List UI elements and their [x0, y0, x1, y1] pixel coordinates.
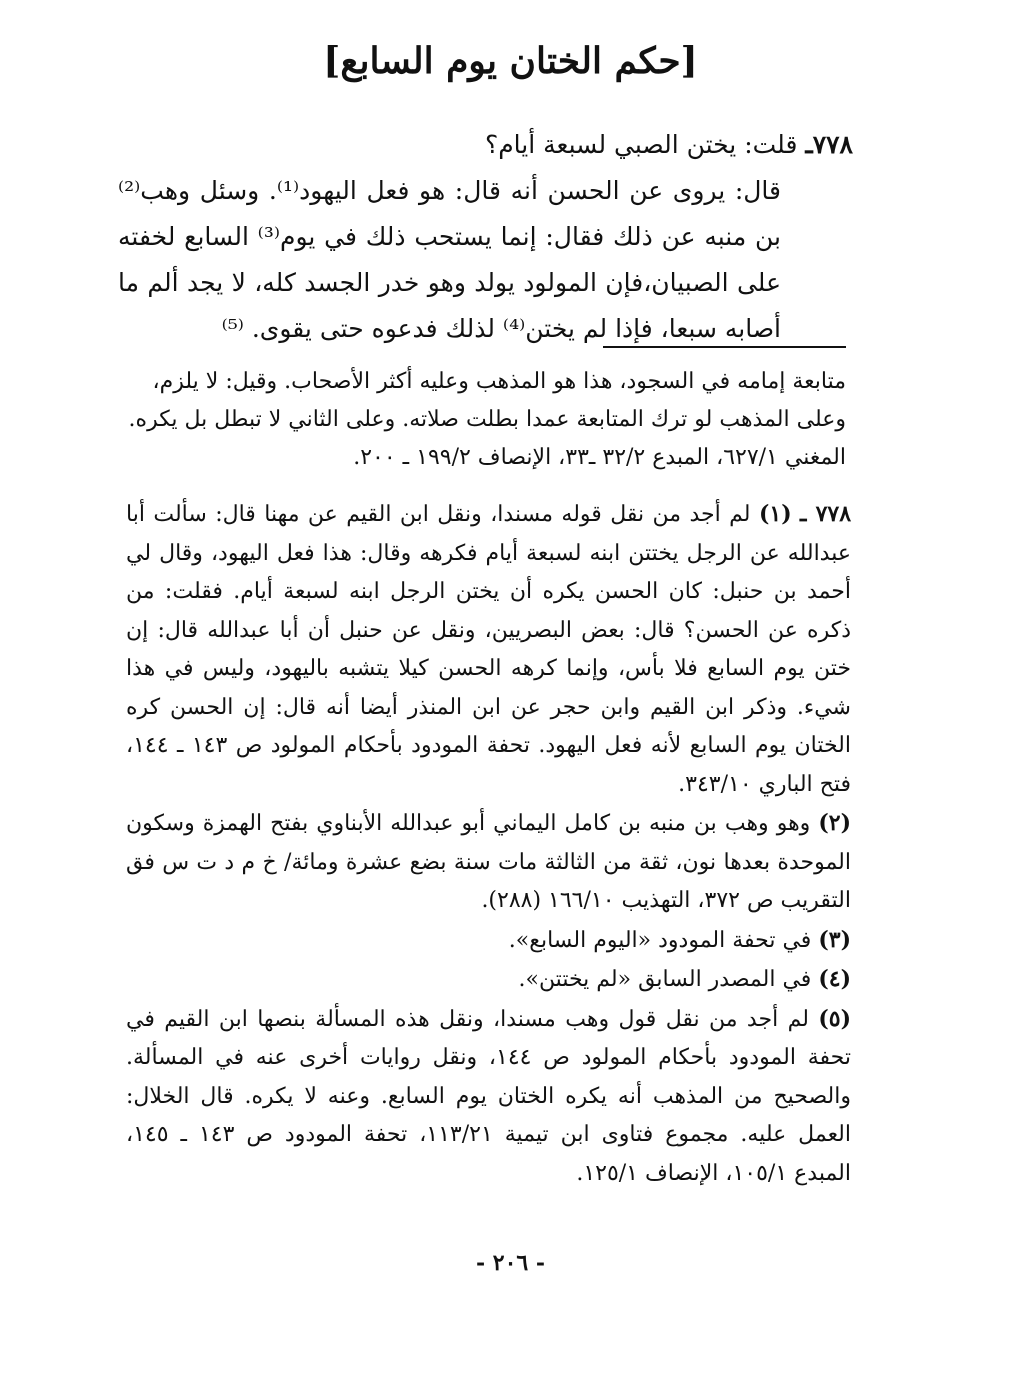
footnote-text: وهو وهب بن منبه بن كامل اليماني أبو عبدالله الأبناوي بفتح الهمزة وسكون الموحدة بعدها نون، ثقة من الثالثة مات سنة بضع عشرة ومائة/ خ م د ت س فق التقريب ص ٣٧٢، التهذيب ١٦٦/١٠ (٢٨٨).	[126, 811, 851, 913]
footnote-1	[126, 495, 851, 804]
footnote-divider	[603, 346, 846, 348]
footnote-marker: (٣)	[818, 926, 851, 953]
question-line	[118, 122, 853, 168]
issue-number: ٧٧٨ـ	[805, 130, 853, 159]
footnote-text: لم أجد من نقل قول وهب مسندا، ونقل هذه المسألة بنصها ابن القيم في تحفة المودود بأحكام المولود ص ١٤٤، ونقل روايات أخرى عنه في المسألة. والصحيح من المذهب أنه يكره الختان يوم السابع. وعنه لا يكره. قال الخلال: العمل عليه. مجموع فتاوى ابن تيمية ١١٣/٢١، تحفة المودود ص ١٤٣ ـ ١٤٥، المبدع ١٠٥/١، الإنصاف ١٢٥/١.	[126, 1006, 851, 1186]
footnote-text: في المصدر السابق «لم يختتن».	[518, 967, 812, 992]
footnote-4	[126, 960, 851, 1000]
footnote-marker: (٥)	[818, 1005, 851, 1032]
main-text	[118, 122, 853, 352]
answer-text: قال: يروى عن الحسن أنه قال: هو فعل اليهود⁽¹⁾. وسئل وهب⁽²⁾ بن منبه عن ذلك فقال: إنما يستحب ذلك في يوم⁽³⁾ السابع لخفته على الصبيان،فإن المولود يولد وهو خدر الجسد كله، لا يجد ألم ما أصابه سبعا، فإذا لم يختن⁽⁴⁾ لذلك فدعوه حتى يقوى. ⁽⁵⁾	[118, 176, 781, 343]
footnote-continuation	[126, 363, 846, 477]
continuation-line: وعلى المذهب لو ترك المتابعة عمدا بطلت صلاته. وعلى الثاني لا تبطل بل يكره.	[128, 407, 846, 432]
footnote-3	[126, 921, 851, 961]
footnote-text: في تحفة المودود «اليوم السابع».	[508, 927, 812, 953]
footnote-text: لم أجد من نقل قوله مسندا، ونقل ابن القيم عن مهنا قال: سألت أبا عبدالله عن الرجل يختتن ابنه لسبعة أيام فكرهه وقال: هذا فعل اليهود، وقال لي أحمد بن حنبل: كان الحسن يكره أن يختن الرجل ابنه لسبعة أيام. فقلت: من ذكره عن الحسن؟ قال: بعض البصريين، ونقل عن حنبل أن أبا عبدالله قال: إن ختن يوم السابع فلا بأس، وإنما كرهه الحسن كيلا يتشبه باليهود، وليس في هذا شيء. وذكر ابن القيم وابن حجر عن ابن المنذر أيضا أنه قال: إن الحسن كره الختان يوم السابع لأنه فعل اليهود. تحفة المودود بأحكام المولود ص ١٤٣ ـ ١٤٤، فتح الباري ٣٤٣/١٠.	[126, 502, 851, 797]
footnote-marker: (١)	[758, 501, 792, 527]
footnote-issue-number: ٧٧٨ ـ	[800, 501, 852, 527]
footnote-marker: (٤)	[818, 966, 851, 992]
page-number: - ٢٠٦ -	[475, 1250, 546, 1276]
footnote-5	[126, 1000, 851, 1194]
footnotes	[126, 495, 851, 1193]
footnote-2	[126, 804, 851, 921]
continuation-line: متابعة إمامه في السجود، هذا هو المذهب وعليه أكثر الأصحاب. وقيل: لا يلزم،	[152, 369, 846, 394]
continuation-line: المغني ٦٢٧/١، المبدع ٣٢/٢ ـ٣٣، الإنصاف ١٩٩/٢ ـ ٢٠٠.	[353, 445, 846, 470]
section-title: [حكم الختان يوم السابع]	[323, 40, 698, 82]
footnote-marker: (٢)	[818, 810, 852, 836]
question-text: قلت: يختن الصبي لسبعة أيام؟	[484, 130, 798, 159]
